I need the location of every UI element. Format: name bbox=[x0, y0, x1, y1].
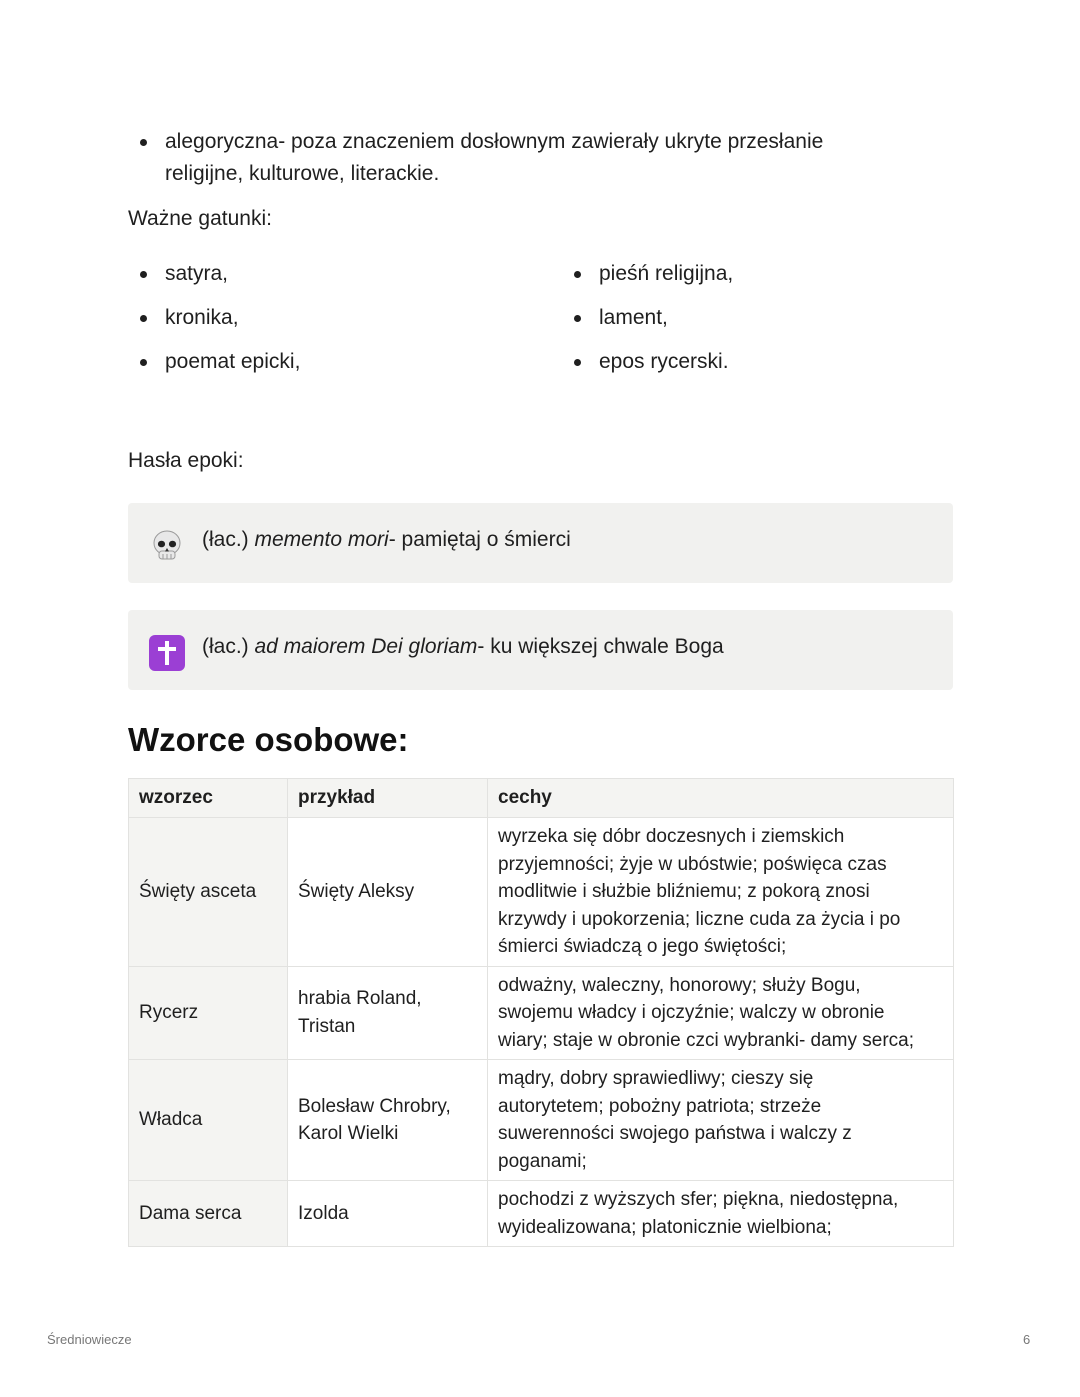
latin-prefix: (łac.) bbox=[202, 635, 255, 658]
table-row bbox=[129, 1060, 954, 1181]
example-cell bbox=[288, 1181, 488, 1247]
traits-line: odważny, waleczny, honorowy; służy Bogu, bbox=[498, 974, 861, 996]
slogans-label: Hasła epoki: bbox=[128, 449, 244, 472]
list-item bbox=[128, 302, 300, 346]
genres-left-list bbox=[128, 258, 300, 390]
pattern-cell: Święty asceta bbox=[129, 818, 288, 967]
genre-label: kronika, bbox=[165, 306, 239, 329]
example-cell bbox=[288, 818, 488, 967]
callout-text bbox=[202, 632, 724, 662]
bullet-icon bbox=[574, 315, 581, 322]
example-line: Święty Aleksy bbox=[298, 881, 415, 902]
traits-line: wiary; staje w obronie czci wybranki- damy serca; bbox=[498, 1029, 915, 1051]
traits-line: przyjemności; żyje w ubóstwie; poświęca czas bbox=[498, 853, 887, 875]
example-cell bbox=[288, 966, 488, 1060]
bullet-icon bbox=[140, 315, 147, 322]
column-header: cechy bbox=[488, 779, 954, 818]
table-row bbox=[129, 966, 954, 1060]
patterns-table bbox=[128, 778, 954, 1247]
list-item bbox=[128, 258, 300, 302]
table-row bbox=[129, 818, 954, 967]
table-row bbox=[129, 1181, 954, 1247]
example-line: Tristan bbox=[298, 1015, 356, 1037]
traits-line: poganami; bbox=[498, 1150, 587, 1172]
list-item bbox=[562, 346, 733, 390]
traits-line: swojemu władcy i ojczyźnie; walczy w obronie bbox=[498, 1002, 885, 1023]
section-heading: Wzorce osobowe: bbox=[128, 721, 409, 758]
genre-label: poemat epicki, bbox=[165, 350, 301, 373]
example-line: Bolesław Chrobry, bbox=[298, 1095, 451, 1117]
footer-page-number: 6 bbox=[1023, 1332, 1031, 1347]
list-item bbox=[562, 302, 733, 346]
genres-label: Ważne gatunki: bbox=[128, 207, 272, 230]
latin-phrase: memento mori bbox=[254, 528, 389, 551]
bullet-icon bbox=[140, 139, 147, 146]
intro-line-1: alegoryczna- poza znaczeniem dosłownym zawierały ukryte przesłanie bbox=[165, 130, 824, 153]
genre-label: pieśń religijna, bbox=[599, 262, 734, 285]
traits-cell bbox=[488, 1060, 954, 1181]
list-item bbox=[562, 258, 733, 302]
pattern-cell: Władca bbox=[129, 1060, 288, 1181]
translation: - pamiętaj o śmierci bbox=[388, 528, 571, 551]
traits-line: krzywdy i upokorzenia; liczne cuda za życia i po bbox=[498, 908, 901, 930]
footer-section-title: Średniowiecze bbox=[47, 1332, 132, 1347]
table-header-row bbox=[129, 779, 954, 818]
callout-memento-mori bbox=[128, 503, 953, 583]
traits-cell bbox=[488, 818, 954, 967]
latin-phrase: ad maiorem Dei gloriam bbox=[254, 635, 478, 658]
intro-list bbox=[128, 126, 928, 190]
genre-label: lament, bbox=[599, 306, 668, 329]
column-header: przykład bbox=[288, 779, 488, 818]
example-line: hrabia Roland, bbox=[298, 988, 422, 1010]
callout-text bbox=[202, 525, 571, 555]
pattern-cell: Dama serca bbox=[129, 1181, 288, 1247]
latin-cross-icon bbox=[148, 634, 186, 672]
traits-line: autorytetem; pobożny patriota; strzeże bbox=[498, 1095, 822, 1117]
latin-prefix: (łac.) bbox=[202, 528, 255, 551]
callout-ad-maiorem bbox=[128, 610, 953, 690]
pattern-cell: Rycerz bbox=[129, 966, 288, 1060]
traits-line: mądry, dobry sprawiedliwy; cieszy się bbox=[498, 1068, 814, 1089]
list-item bbox=[128, 346, 300, 390]
traits-line: śmierci świadczą o jego świętości; bbox=[498, 936, 787, 957]
list-item bbox=[128, 126, 928, 190]
bullet-icon bbox=[140, 271, 147, 278]
column-header: wzorzec bbox=[129, 779, 288, 818]
bullet-icon bbox=[140, 359, 147, 366]
translation: - ku większej chwale Boga bbox=[477, 635, 724, 658]
genres-right-list bbox=[562, 258, 733, 390]
traits-line: suwerenności swojego państwa i walczy z bbox=[498, 1123, 852, 1144]
genre-label: epos rycerski. bbox=[599, 350, 729, 373]
example-line: Karol Wielki bbox=[298, 1123, 399, 1144]
genre-label: satyra, bbox=[165, 262, 229, 285]
bullet-icon bbox=[574, 271, 581, 278]
traits-line: wyrzeka się dóbr doczesnych i ziemskich bbox=[498, 826, 845, 847]
traits-cell bbox=[488, 966, 954, 1060]
example-line: Izolda bbox=[298, 1202, 349, 1224]
bullet-icon bbox=[574, 359, 581, 366]
intro-line-2: religijne, kulturowe, literackie. bbox=[165, 162, 440, 185]
traits-line: pochodzi z wyższych sfer; piękna, niedostępna, bbox=[498, 1189, 899, 1210]
traits-line: wyidealizowana; platonicznie wielbiona; bbox=[498, 1216, 832, 1238]
traits-cell bbox=[488, 1181, 954, 1247]
skull-icon bbox=[148, 527, 186, 565]
traits-line: modlitwie i służbie bliźniemu; z pokorą znosi bbox=[498, 881, 870, 902]
example-cell bbox=[288, 1060, 488, 1181]
